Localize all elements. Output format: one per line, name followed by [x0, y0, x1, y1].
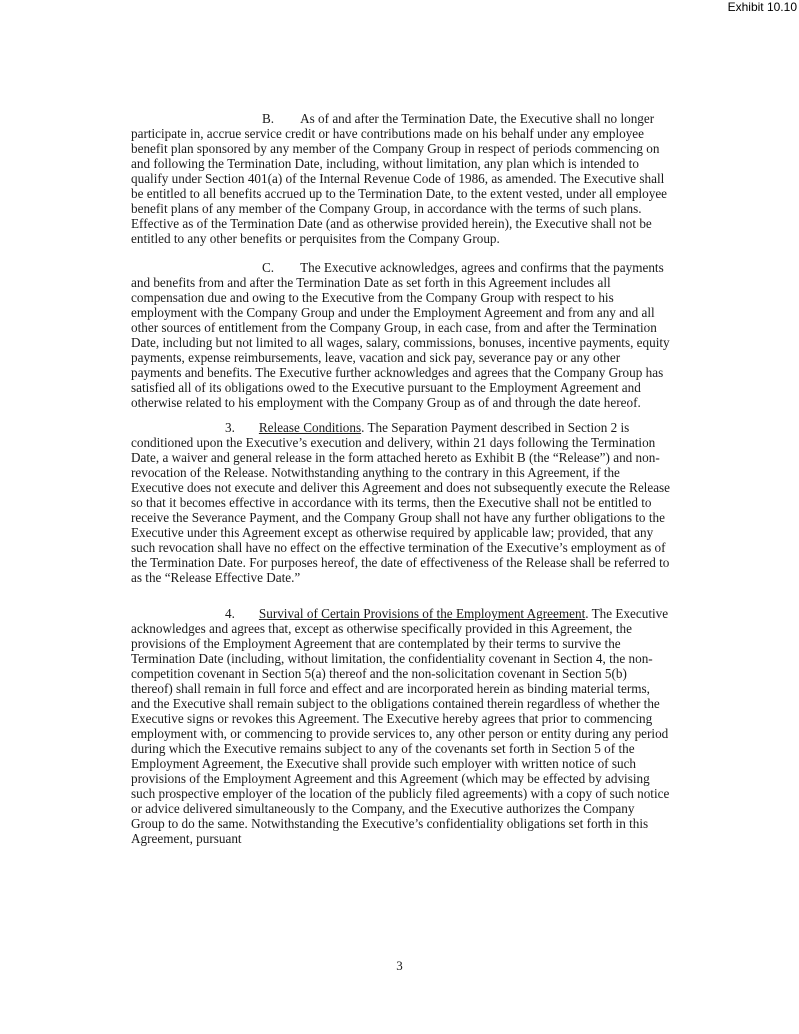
paragraph-c	[131, 260, 671, 410]
paragraph-number: C.	[262, 260, 275, 275]
section-text: . The Executive acknowledges and agrees that, except as otherwise specifically provided in this Agreement, the provisions of the Employment Agreement that are contemplated by their terms to survive the Termination Date (including, without limitation, the confidentiality covenant in Section 4, the non-competition covenant in Section 5(a) thereof and the non-solicitation covenant in Section 5(b) thereof) shall remain in full force and effect and are incorporated herein as binding material terms, and the Executive shall remain subject to the obligations contained therein regardless of whether the Executive signs or revokes this Agreement. The Executive hereby agrees that prior to commencing employment with, or commencing to provide services to, any other person or entity during any period during which the Executive remains subject to any of the covenants set forth in Section 5 of the Employment Agreement, the Executive shall provide such employer with written notice of such provisions of the Employment Agreement and this Agreement (which may be effected by advising such prospective employer of the location of the publicly filed agreements) with a copy of such notice or advice delivered simultaneously to the Company, and the Executive authorizes the Company Group to do the same. Notwithstanding the Executive’s confidentiality obligations set forth in this Agreement, pursuant	[131, 606, 670, 846]
section-number: 3.	[225, 420, 235, 435]
paragraph-text: The Executive acknowledges, agrees and confirms that the payments and benefits from and after the Termination Date as set forth in this Agreement includes all compensation due and owing to the Executive from the Company Group with respect to his employment with the Company Group and under the Employment Agreement and from any and all other sources of entitlement from the Company Group, in each case, from and after the Termination Date, including but not limited to all wages, salary, commissions, bonuses, incentive payments, equity payments, expense reimbursements, leave, vacation and sick pay, severance pay or any other payments and benefits. The Executive further acknowledges and agrees that the Company Group has satisfied all of its obligations owed to the Executive pursuant to the Employment Agreement and otherwise related to his employment with the Company Group as of and through the date hereof.	[131, 260, 670, 410]
exhibit-label: Exhibit 10.10	[727, 0, 797, 14]
section-3-release-conditions	[131, 420, 671, 585]
section-number: 4.	[225, 606, 235, 621]
section-text: . The Separation Payment described in Section 2 is conditioned upon the Executive’s execution and delivery, within 21 days following the Termination Date, a waiver and general release in the form attached hereto as Exhibit B (the “Release”) and non-revocation of the Release. Notwithstanding anything to the contrary in this Agreement, if the Executive does not execute and deliver this Agreement and does not subsequently execute the Release so that it becomes effective in accordance with its terms, then the Executive shall not be entitled to receive the Severance Payment, and the Company Group shall not have any further obligations to the Executive under this Agreement except as otherwise required by applicable law; provided, that any such revocation shall have no effect on the effective termination of the Executive’s employment as of the Termination Date. For purposes hereof, the date of effectiveness of the Release shall be referred to as the “Release Effective Date.”	[131, 420, 671, 585]
page-number: 3	[396, 958, 403, 973]
section-heading: Release Conditions	[258, 420, 362, 435]
paragraph-number: B.	[262, 111, 275, 126]
section-heading: Survival of Certain Provisions of the Employment Agreement	[258, 606, 586, 621]
section-4-survival	[131, 606, 671, 846]
paragraph-text: As of and after the Termination Date, the Executive shall no longer participate in, accrue service credit or have contributions made on his behalf under any employee benefit plan sponsored by any member of the Company Group in respect of periods commencing on and following the Termination Date, including, without limitation, any plan which is intended to qualify under Section 401(a) of the Internal Revenue Code of 1986, as amended. The Executive shall be entitled to all benefits accrued up to the Termination Date, to the extent vested, under all employee benefit plans of any member of the Company Group, in accordance with the terms of such plans. Effective as of the Termination Date (and as otherwise provided herein), the Executive shall not be entitled to any other benefits or perquisites from the Company Group.	[131, 111, 668, 246]
paragraph-b	[131, 111, 671, 246]
document-body	[131, 111, 671, 846]
